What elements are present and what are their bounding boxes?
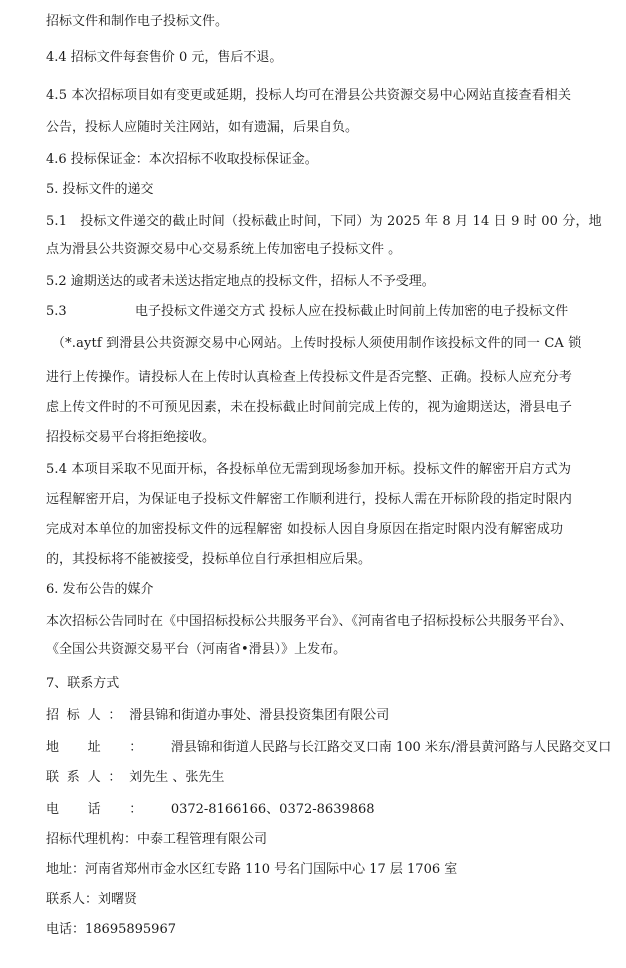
text-line-5-4-cont-1: 远程解密开启，为保证电子投标文件解密工作顺利进行，投标人需在开标阶段的指定时限内 xyxy=(46,492,573,507)
text-line-5-2: 5.2 逾期送达的或者未送达指定地点的投标文件，招标人不予受理。 xyxy=(46,274,435,289)
text-line-1: 招标文件和制作电子投标文件。 xyxy=(46,14,229,29)
contact-label: 联系人： xyxy=(46,770,130,785)
contact-row-tenderer xyxy=(46,706,389,726)
contact-row-agency-contact xyxy=(46,890,137,910)
section-7-heading: 7、联系方式 xyxy=(46,676,120,691)
agency-address-label: 地址： xyxy=(46,862,86,877)
tenderer-value: 滑县锦和街道办事处、滑县投资集团有限公司 xyxy=(129,708,390,723)
tenderer-label: 招标人： xyxy=(46,708,130,723)
agency-phone-value: 18695895967 xyxy=(85,922,176,937)
text-line-5-1-cont: 点为滑县公共资源交易中心交易系统上传加密电子投标文件 。 xyxy=(46,242,402,257)
contact-row-agency xyxy=(46,830,267,850)
text-line-5-1: 5.1 投标文件递交的截止时间（投标截止时间，下同）为 2025 年 8 月 14 日 9 时 00 分，地 xyxy=(46,214,602,229)
item-5-3-number: 5.3 xyxy=(46,304,67,319)
text-line-5-3: 电子投标文件递交方式 投标人应在投标截止时间前上传加密的电子投标文件 xyxy=(135,304,569,319)
text-line-4: 公告，投标人应随时关注网站，如有遗漏，后果自负。 xyxy=(46,120,359,135)
contact-value: 刘先生 、张先生 xyxy=(129,770,225,785)
text-line-5-4-cont-2: 完成对本单位的加密投标文件的远程解密 如投标人因自身原因在指定时限内没有解密成功 xyxy=(46,522,564,537)
address-value: 滑县锦和街道人民路与长江路交叉口南 100 米东/滑县黄河路与人民路交叉口 xyxy=(170,740,612,755)
agency-phone-label: 电话： xyxy=(46,922,86,937)
text-line-6-2: 《全国公共资源交易平台（河南省•滑县）》上发布。 xyxy=(46,642,347,657)
phone-label: 电话： xyxy=(46,802,171,817)
text-line-2: 4.4 招标文件每套售价 0 元，售后不退。 xyxy=(46,50,283,65)
section-5-heading: 5. 投标文件的递交 xyxy=(46,182,154,197)
address-label: 地址： xyxy=(46,740,171,755)
text-line-5-4: 5.4 本项目采取不见面开标，各投标单位无需到现场参加开标。投标文件的解密开启方式为 xyxy=(46,462,572,477)
contact-row-contact xyxy=(46,768,224,788)
agency-value: 中泰工程管理有限公司 xyxy=(137,832,268,847)
text-line-5-4-cont-3: 的，其投标将不能被接受，投标单位自行承担相应后果。 xyxy=(46,552,372,567)
phone-value: 0372-8166166、0372-8639868 xyxy=(170,802,375,817)
text-line-3: 4.5 本次招标项目如有变更或延期，投标人均可在滑县公共资源交易中心网站直接查看相关 xyxy=(46,88,572,103)
text-line-5-3-cont-3: 虑上传文件时的不可预见因素，未在投标截止时间前完成上传的，视为逾期送达，滑县电子 xyxy=(46,400,573,415)
text-line-5-3-cont-2: 进行上传操作。请投标人在上传时认真检查上传投标文件是否完整、正确。投标人应充分考 xyxy=(46,370,573,385)
agency-contact-value: 刘曙贤 xyxy=(98,892,138,907)
section-6-heading: 6. 发布公告的媒介 xyxy=(46,582,154,597)
text-line-6-1: 本次招标公告同时在《中国招标投标公共服务平台》、《河南省电子招标投标公共服务平台》、 xyxy=(46,614,573,629)
agency-contact-label: 联系人： xyxy=(46,892,99,907)
contact-row-phone xyxy=(46,800,375,820)
contact-row-agency-address xyxy=(46,860,457,880)
contact-row-agency-phone xyxy=(46,920,176,940)
contact-row-address xyxy=(46,738,611,758)
text-line-5: 4.6 投标保证金：本次招标不收取投标保证金。 xyxy=(46,152,318,167)
agency-address-value: 河南省郑州市金水区红专路 110 号名门国际中心 17 层 1706 室 xyxy=(85,862,458,877)
text-line-5-3-cont-4: 招投标交易平台将拒绝接收。 xyxy=(46,430,216,445)
text-line-5-3-cont-1: （*.aytf 到滑县公共资源交易中心网站。上传时投标人须使用制作该投标文件的同一 CA 锁 xyxy=(52,336,582,351)
agency-label: 招标代理机构： xyxy=(46,832,138,847)
